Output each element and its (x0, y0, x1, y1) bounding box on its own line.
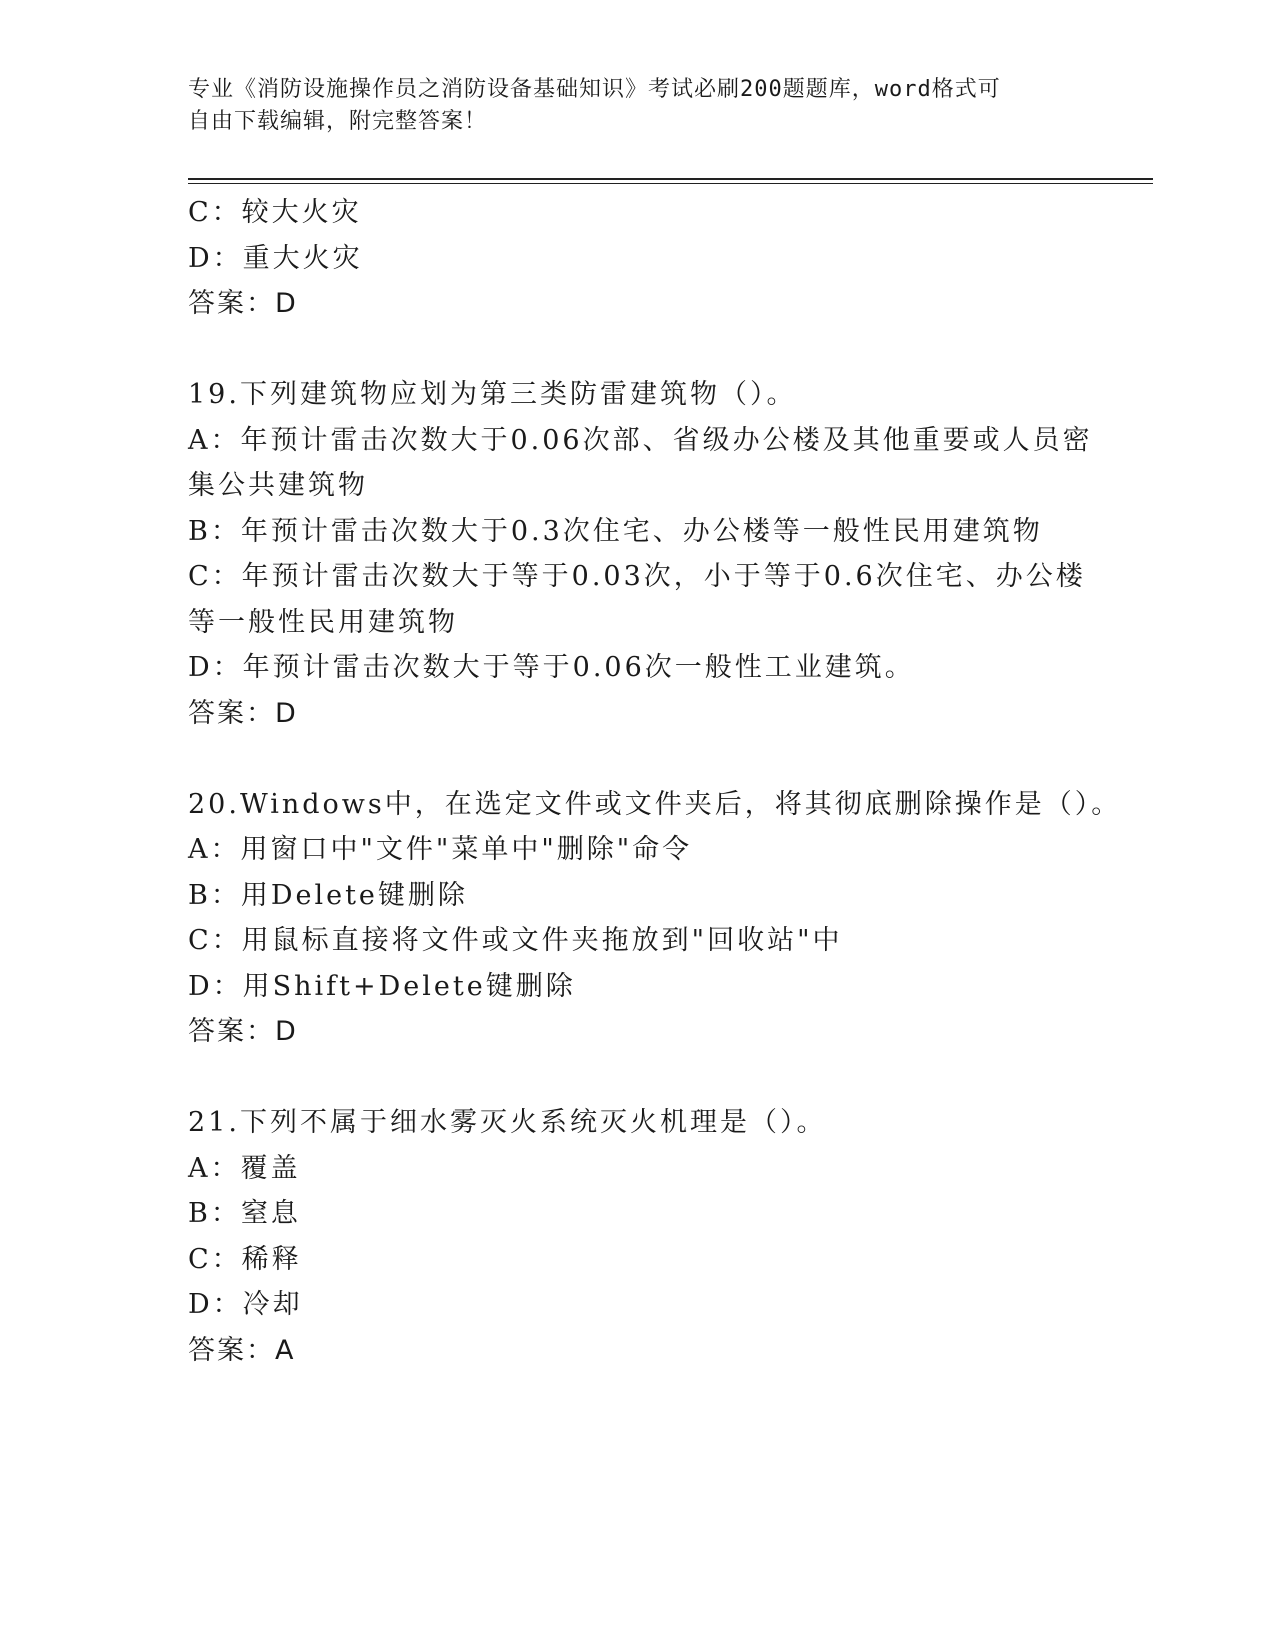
answer-line: 答案：D (188, 288, 298, 319)
option-d: D：冷却 (188, 1289, 303, 1320)
option-d: D：年预计雷击次数大于等于0.06次一般性工业建筑。 (188, 652, 915, 683)
option-c: C：年预计雷击次数大于等于0.03次，小于等于0.6次住宅、办公楼 (188, 561, 1086, 592)
option-b: B：用Delete键删除 (188, 879, 468, 911)
question-19 (188, 372, 1093, 736)
header-title-line-2: 自由下载编辑，附完整答案！ (188, 109, 488, 134)
option-c: C：用鼠标直接将文件或文件夹拖放到"回收站"中 (188, 925, 843, 956)
option-a: A：年预计雷击次数大于0.06次部、省级办公楼及其他重要或人员密 (188, 424, 1093, 456)
option-a: A：覆盖 (188, 1152, 301, 1184)
header-divider-thin (188, 183, 1153, 184)
question-18-continued (188, 190, 1068, 327)
option-d: D：重大火灾 (188, 242, 363, 274)
option-d: D：用Shift+Delete键删除 (188, 970, 576, 1002)
question-20 (188, 782, 1122, 1055)
option-a-continued: 集公共建筑物 (188, 470, 368, 501)
question-stem: 19.下列建筑物应划为第三类防雷建筑物（）。 (188, 379, 797, 410)
option-b: B：窒息 (188, 1198, 301, 1229)
answer-line: 答案：D (188, 697, 298, 729)
question-21 (188, 1100, 1068, 1373)
option-c-continued: 等一般性民用建筑物 (188, 606, 458, 638)
header-title-line-1: 专业《消防设施操作员之消防设备基础知识》考试必刷200题题库，word格式可 (188, 77, 1001, 102)
answer-line: 答案：A (188, 1334, 296, 1366)
header-divider-thick (188, 178, 1153, 180)
document-header (188, 74, 1068, 138)
spacer (188, 327, 1068, 373)
question-stem: 20.Windows中，在选定文件或文件夹后，将其彻底删除操作是（）。 (188, 788, 1122, 820)
option-b: B：年预计雷击次数大于0.3次住宅、办公楼等一般性民用建筑物 (188, 515, 1043, 547)
option-c: C：较大火灾 (188, 197, 362, 228)
answer-line: 答案：D (188, 1016, 298, 1047)
option-a: A：用窗口中"文件"菜单中"删除"命令 (188, 834, 693, 865)
question-list (188, 190, 1122, 1373)
spacer (188, 1055, 1068, 1101)
option-c: C：稀释 (188, 1243, 302, 1275)
spacer (188, 736, 1068, 782)
question-stem: 21.下列不属于细水雾灭火系统灭火机理是（）。 (188, 1107, 827, 1138)
